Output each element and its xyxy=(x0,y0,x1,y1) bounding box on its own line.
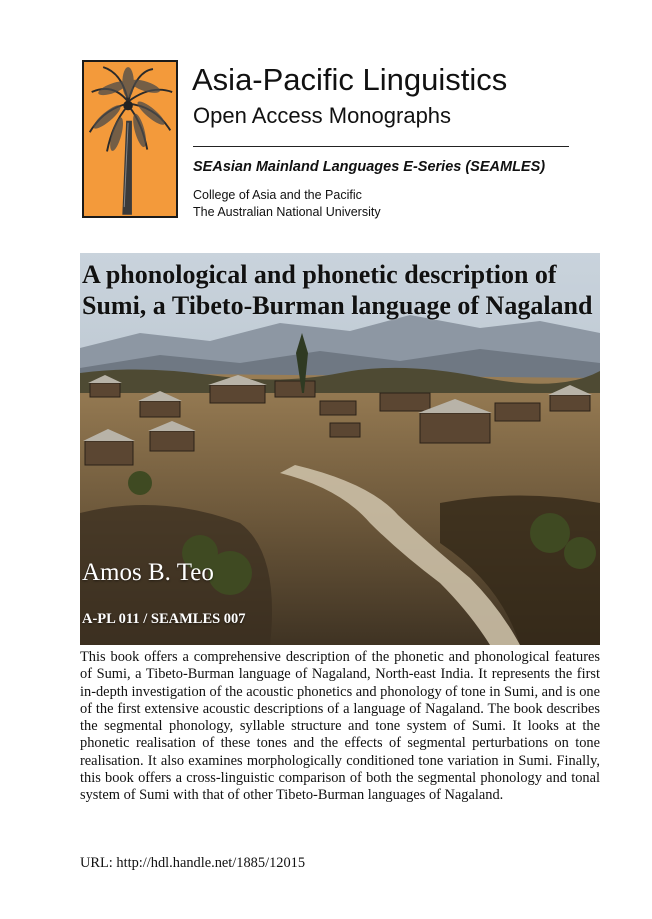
series-title: Asia-Pacific Linguistics xyxy=(192,62,508,97)
url-line xyxy=(80,855,305,872)
book-abstract: This book offers a comprehensive description of the phonetic and phonological features of Sumi, a Tibeto-Burman language of Nagaland, North-east India. It represents the first in-depth investigation of the acoustic phonetics and phonology of tone in Sumi, and is one of the first extensive acoustic descriptions of a language of Nagaland. The book describes the segmental phonology, syllable structure and tone system of Sumi. It looks at the phonetic realisation of these tones and the effects of segmental perturbations on tone realisation. It also examines morphologically conditioned tone variation in Sumi. Finally, this book offers a cross-linguistic comparison of both the segmental phonology and tonal system of Sumi with that of other Tibeto-Burman languages of Nagaland. xyxy=(80,649,600,804)
handle-url-link[interactable]: http://hdl.handle.net/1885/12015 xyxy=(116,855,306,871)
url-label: URL: xyxy=(80,855,113,871)
eseries-name: SEAsian Mainland Languages E-Series (SEAMLES) xyxy=(193,159,546,175)
series-number: A-PL 011 / SEAMLES 007 xyxy=(82,611,246,627)
header-divider xyxy=(193,146,569,147)
palm-tree-icon xyxy=(84,62,176,216)
book-title: A phonological and phonetic description of Sumi, a Tibeto-Burman language of Nagaland xyxy=(82,260,593,320)
college-name: College of Asia and the Pacific xyxy=(193,188,362,202)
publisher-logo xyxy=(82,60,178,218)
series-subtitle: Open Access Monographs xyxy=(193,103,452,128)
author-name: Amos B. Teo xyxy=(82,559,214,586)
cover-image xyxy=(80,253,600,645)
university-name: The Australian National University xyxy=(193,205,381,219)
